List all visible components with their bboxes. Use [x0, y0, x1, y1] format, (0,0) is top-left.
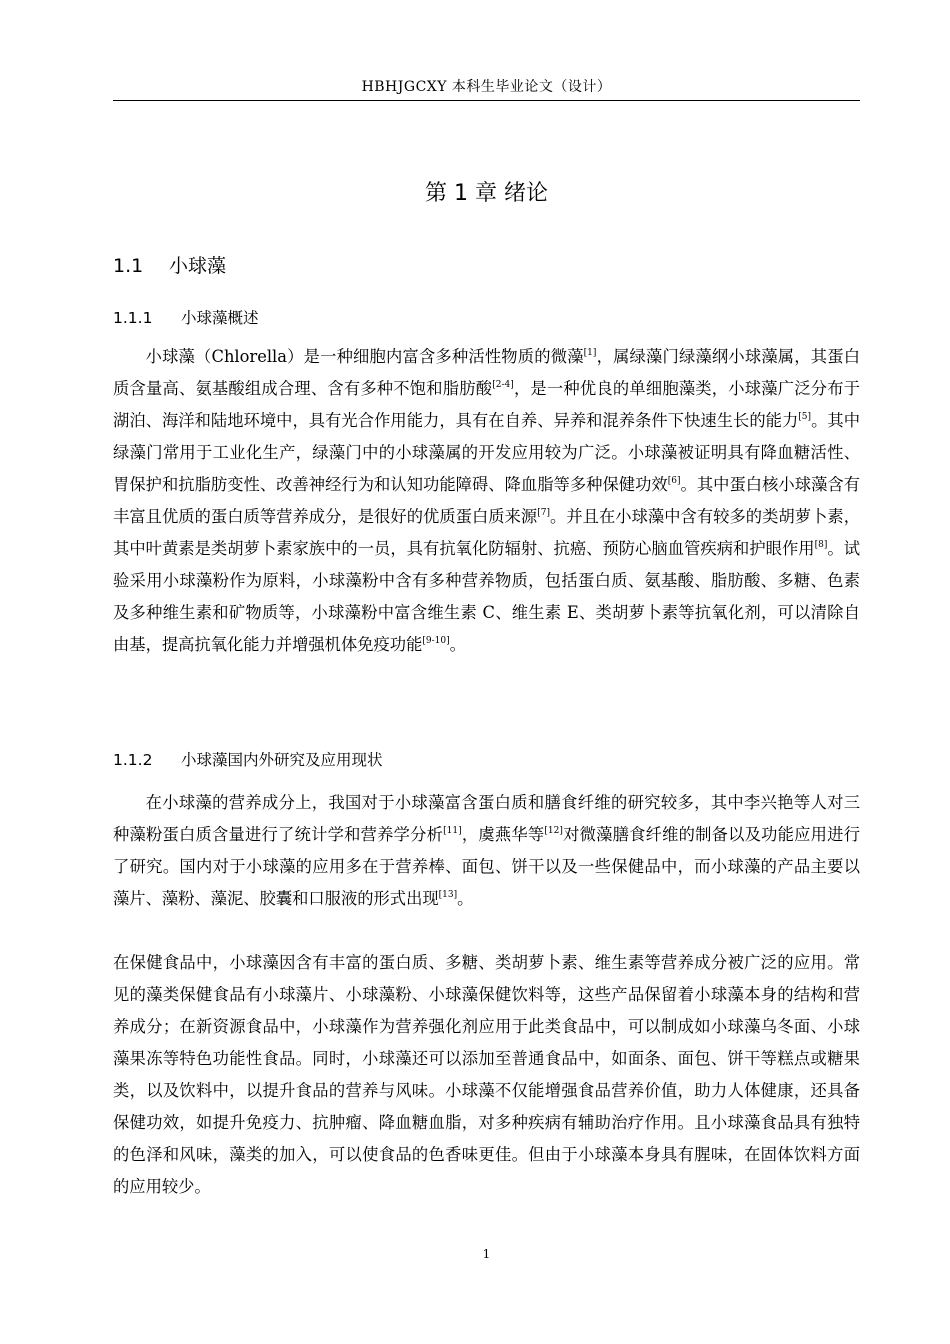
- chapter-title: 第 1 章 绪论: [425, 181, 548, 206]
- citation: [13]: [438, 890, 458, 900]
- text-run: 。并且在小球藻中含有较多的类胡萝卜素，其中叶黄素是类胡萝卜素家族中的一员，具有抗氧化防辐射、抗癌、预防心脑血管疾病和护眼作用: [113, 507, 860, 558]
- subsection-number: 1.1.2: [113, 751, 153, 769]
- subsection-title: 小球藻概述: [181, 309, 259, 327]
- text-run: 。: [449, 635, 466, 654]
- text-run: 。: [457, 889, 474, 908]
- page-header: HBHJGCXY 本科生毕业论文（设计）: [361, 79, 612, 95]
- header-rule: [113, 100, 860, 101]
- text-run: 。其中绿藻门常用于工业化生产，绿藻门中的小球藻属的开发应用较为广泛。小球藻被证明具有降血糖活性、胃保护和抗脂肪变性、改善神经行为和认知功能障碍、降血脂等多种保健功效: [113, 411, 860, 494]
- subsection-heading-1-1-1: [113, 306, 259, 330]
- section-title: 小球藻: [169, 255, 227, 277]
- text-run: ，是一种优良的单细胞藻类，小球藻广泛分布于湖泊、海洋和陆地环境中，具有光合作用能力，具有在自养、异养和混养条件下快速生长的能力: [113, 379, 860, 430]
- subsection-number: 1.1.1: [113, 309, 153, 327]
- text-run: ，虞燕华等: [461, 825, 545, 844]
- citation: [5]: [798, 412, 812, 422]
- citation: [8]: [814, 540, 828, 550]
- subsection-heading-1-1-2: [113, 748, 383, 772]
- page-number: 1: [482, 1247, 491, 1261]
- citation: [7]: [537, 508, 550, 518]
- text-run: 在小球藻的营养成分上，我国对于小球藻富含蛋白质和膳食纤维的研究较多，其中李兴艳等人对三种藻粉蛋白质含量进行了统计学和营养学分析: [113, 793, 860, 844]
- citation: [11]: [443, 826, 462, 836]
- paragraph-chlorella-overview: [113, 341, 860, 661]
- text-run: ，属绿藻门绿藻纲小球藻属，其蛋白质含量高、氨基酸组成合理、含有多种不饱和脂肪酸: [113, 347, 860, 398]
- citation: [12]: [544, 826, 563, 836]
- text-run: 小球藻（Chlorella）是一种细胞内富含多种活性物质的微藻: [145, 347, 584, 366]
- citation: [1]: [583, 348, 597, 358]
- paragraph-health-food-applications: 在保健食品中，小球藻因含有丰富的蛋白质、多糖、类胡萝卜素、维生素等营养成分被广泛的应用。常见的藻类保健食品有小球藻片、小球藻粉、小球藻保健饮料等，这些产品保留着小球藻本身的结构和营养成分；在新资源食品中，小球藻作为营养强化剂应用于此类食品中，可以制成如小球藻乌冬面、小球藻果冻等特色功能性食品。同时，小球藻还可以添加至普通食品中，如面条、面包、饼干等糕点或糖果类，以及饮料中，以提升食品的营养与风味。小球藻不仅能增强食品营养价值，助力人体健康，还具备保健功效，如提升免疫力、抗肿瘤、降血糖血脂，对多种疾病有辅助治疗作用。且小球藻食品具有独特的色泽和风味，藻类的加入，可以使食品的色香味更佳。但由于小球藻本身具有腥味，在固体饮料方面的应用较少。: [113, 953, 860, 1196]
- citation: [6]: [667, 476, 681, 486]
- text-run: 对微藻膳食纤维的制备以及功能应用进行了研究。国内对于小球藻的应用多在于营养棒、面包、饼干以及一些保健品中，而小球藻的产品主要以藻片、藻粉、藻泥、胶囊和口服液的形式出现: [113, 825, 860, 908]
- subsection-title: 小球藻国内外研究及应用现状: [181, 751, 383, 769]
- section-number: 1.1: [113, 255, 144, 277]
- citation: [2-4]: [492, 380, 514, 390]
- section-heading-1-1: [113, 252, 226, 280]
- text-run: 。试验采用小球藻粉作为原料，小球藻粉中含有多种营养物质，包括蛋白质、氨基酸、脂肪酸、多糖、色素及多种维生素和矿物质等，小球藻粉中富含维生素 C、维生素 E、类胡萝卜素等抗氧化剂，可以清除自由基，提高抗氧化能力并增强机体免疫功能: [113, 539, 860, 654]
- paragraph-research-status: [113, 787, 860, 915]
- citation: [9-10]: [422, 636, 450, 646]
- text-run: 。其中蛋白核小球藻含有丰富且优质的蛋白质等营养成分，是很好的优质蛋白质来源: [113, 475, 860, 526]
